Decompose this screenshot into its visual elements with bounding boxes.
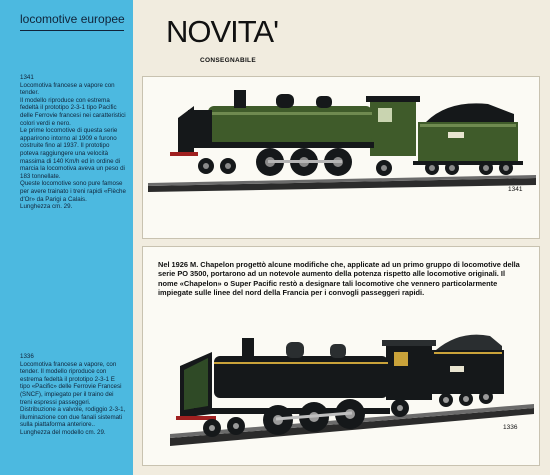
model-code: 1341 <box>20 74 34 81</box>
section-title: locomotive europee <box>20 12 125 26</box>
intro-text: Nel 1926 M. Chapelon progettò alcune modifiche che, applicate ad un primo gruppo di locomotive della serie PO 3500, portarono ad un notevole aumento della potenza rispetto alle locomotive originali. Il nome «Chapelon» o Super Pacific restò a designare tali locomotive che vennero particolarmente impiegate sulle linee del nord della Francia per i convogli passeggeri rapidi. <box>158 260 520 298</box>
desc-paragraph: Distribuzione a valvole, rodiggio 2-3-1, illuminazione con due fanali sistemati sulla piattaforma anteriore.. Lunghezza del modello cm. 29. <box>20 406 126 436</box>
page-subtitle: CONSEGNABILE <box>200 57 256 64</box>
description-1341 <box>20 74 126 211</box>
description-1336 <box>20 353 126 437</box>
desc-paragraph: Il modello riproduce con estrema fedeltà il prototipo 2-3-1 tipo Pacific delle Ferrovie francesi nei caratteristici colori verdi e nero. <box>20 96 126 127</box>
locomotive-1336-image <box>150 322 534 450</box>
model-code: 1336 <box>20 353 34 360</box>
desc-paragraph: Queste locomotive sono pure famose per avere trainato i treni rapidi «Flèche d'Or» da Parigi a Calais. <box>20 180 126 203</box>
title-divider <box>20 30 124 31</box>
page-title: NOVITA' <box>166 14 279 49</box>
model-number-label: 1336 <box>503 424 518 431</box>
locomotive-1341-image <box>148 82 536 194</box>
desc-paragraph: Locomotiva francese a vapore, con tender. Il modello riproduce con estrema fedeltà il prototipo 2-3-1 E tipo «Pacific» delle Ferrovie Francesi (SNCF), impiegato per il traino dei treni espressi passeggeri. <box>20 360 122 406</box>
desc-paragraph: Le prime locomotive di questa serie apparirono intorno al 1909 e furono costruite fino al 1937. Il prototipo poteva raggiungere una velocità massima di 140 Km/h ed in ordine di marcia la locomotiva aveva un peso di 183 tonnellate. <box>20 127 125 180</box>
desc-paragraph: Lunghezza cm. 29. <box>20 203 73 211</box>
desc-paragraph: Locomotiva francese a vapore con tender. <box>20 81 115 97</box>
model-number-label: 1341 <box>508 186 523 193</box>
